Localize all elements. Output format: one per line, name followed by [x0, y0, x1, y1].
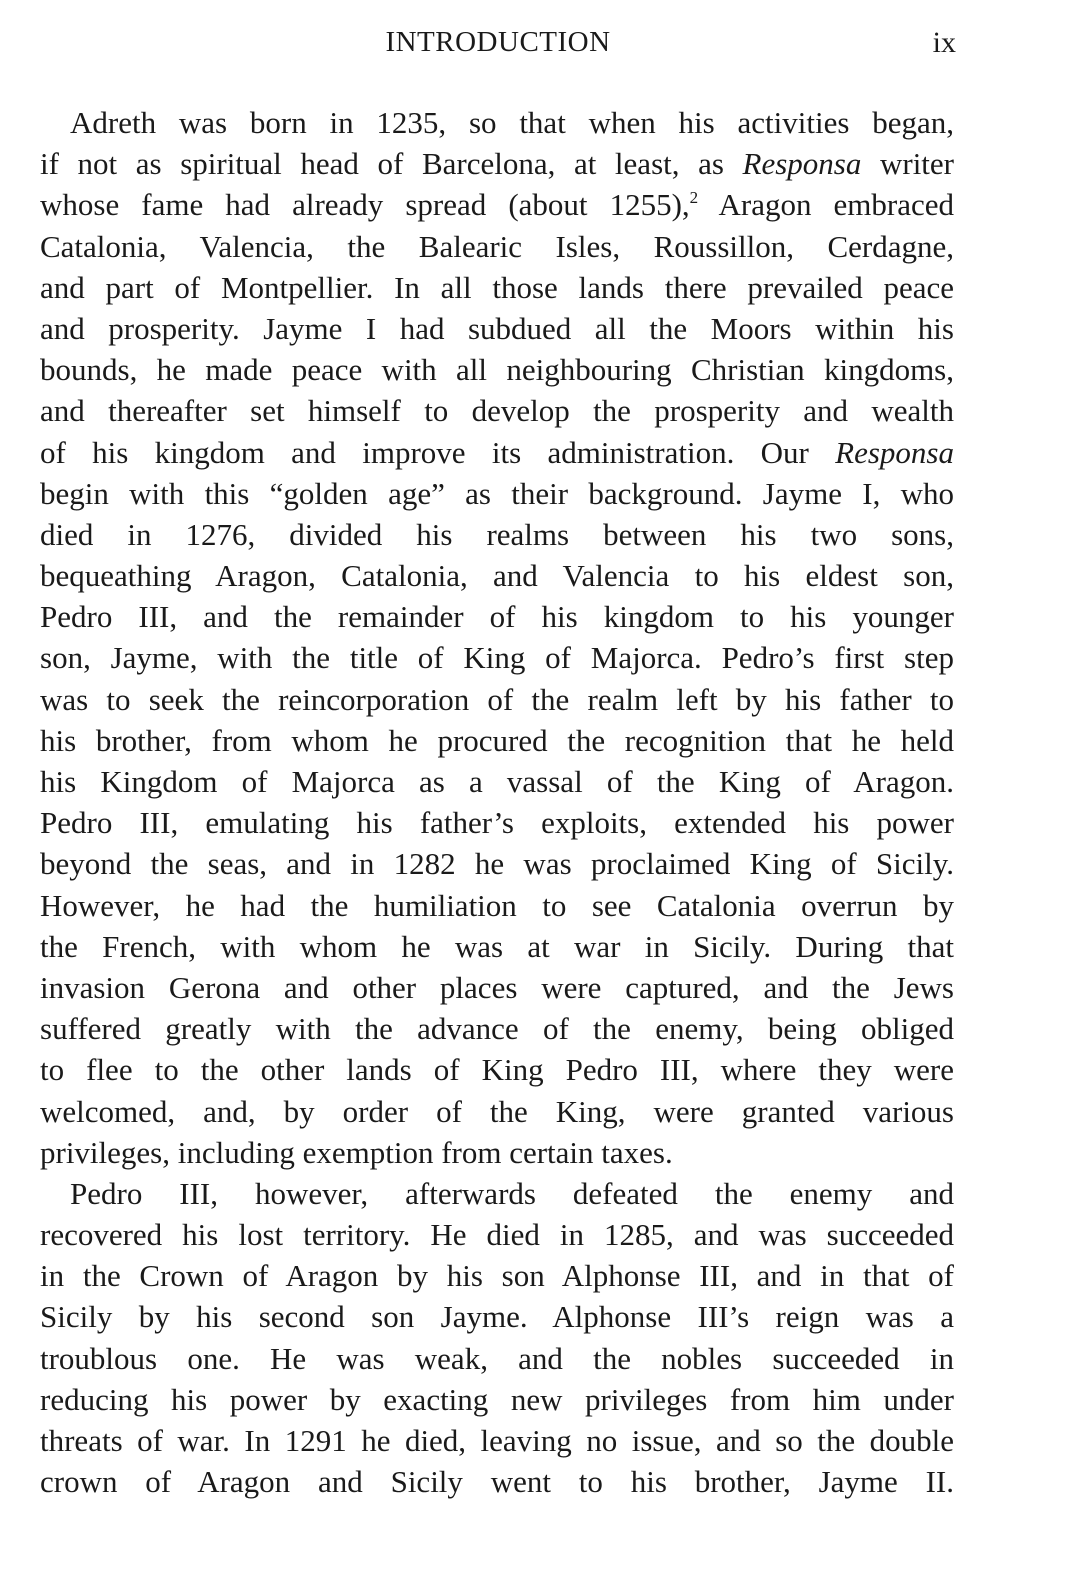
- text-line: his Kingdom of Majorca as a vassal of the King of Aragon.: [40, 764, 954, 799]
- text-line: invasion Gerona and other places were captured, and the Jews: [40, 969, 954, 1005]
- text-line: troublous one. He was weak, and the nobles succeeded in: [40, 1340, 954, 1376]
- body-text: [40, 102, 954, 1502]
- text-line: to flee to the other lands of King Pedro III, where they were: [40, 1052, 954, 1088]
- text-line: and prosperity. Jayme I had subdued all the Moors within his: [40, 310, 954, 346]
- text-line: was to seek the reincorporation of the realm left by his father to: [40, 681, 954, 717]
- text-line: privileges, including exemption from certain taxes.: [40, 1134, 673, 1170]
- text-line: recovered his lost territory. He died in 1285, and was succeeded: [40, 1217, 954, 1253]
- text-line: However, he had the humiliation to see Catalonia overrun by: [40, 887, 954, 923]
- footnote-marker: 2: [689, 188, 699, 208]
- text-line: Pedro III, and the remainder of his kingdom to his younger: [40, 599, 954, 635]
- text-line: Sicily by his second son Jayme. Alphonse III’s reign was a: [40, 1299, 954, 1335]
- text-line: [40, 184, 954, 225]
- text-line: begin with this “golden age” as their background. Jayme I, who: [40, 475, 954, 511]
- text-line: Catalonia, Valencia, the Balearic Isles, Roussillon, Cerdagne,: [40, 228, 954, 264]
- text-line: and part of Montpellier. In all those lands there prevailed peace: [40, 269, 954, 305]
- text-line: [40, 432, 954, 473]
- text-segment: if not as spiritual head of Barcelona, at least, as: [40, 146, 724, 182]
- text-line: Pedro III, however, afterwards defeated the enemy and: [70, 1175, 954, 1211]
- text-segment: Aragon embraced: [718, 187, 954, 223]
- text-line: Pedro III, emulating his father’s exploits, extended his power: [40, 805, 954, 841]
- italic-term: Responsa: [742, 146, 862, 182]
- page-header: [40, 26, 956, 70]
- paragraph-2: [40, 1173, 954, 1503]
- text-line: died in 1276, divided his realms between his two sons,: [40, 516, 954, 552]
- text-line: suffered greatly with the advance of the enemy, being obliged: [40, 1011, 954, 1047]
- text-line: threats of war. In 1291 he died, leaving no issue, and so the double: [40, 1423, 954, 1458]
- text-line: his brother, from whom he procured the recognition that he held: [40, 722, 954, 758]
- italic-term: Responsa: [835, 434, 954, 470]
- text-line: welcomed, and, by order of the King, were granted various: [40, 1093, 954, 1129]
- text-line: reducing his power by exacting new privileges from him under: [40, 1381, 954, 1417]
- text-line: and thereafter set himself to develop the prosperity and wealth: [40, 393, 954, 429]
- text-line: bounds, he made peace with all neighbouring Christian kingdoms,: [40, 352, 954, 388]
- text-segment: of his kingdom and improve its administration. Our: [40, 434, 809, 470]
- text-line: beyond the seas, and in 1282 he was proclaimed King of Sicily.: [40, 846, 954, 882]
- text-segment: whose fame had already spread (about 1255),: [40, 187, 690, 223]
- text-line: the French, with whom he was at war in Sicily. During that: [40, 928, 954, 964]
- page-number: ix: [932, 26, 956, 59]
- text-line: son, Jayme, with the title of King of Majorca. Pedro’s first step: [40, 640, 954, 676]
- text-segment: writer: [879, 146, 955, 182]
- text-line: Adreth was born in 1235, so that when his activities began,: [70, 105, 954, 140]
- text-line: [40, 143, 954, 184]
- running-head: INTRODUCTION: [385, 26, 611, 58]
- paragraph-1: [40, 102, 954, 1173]
- text-line: crown of Aragon and Sicily went to his brother, Jayme II.: [40, 1464, 954, 1500]
- text-line: bequeathing Aragon, Catalonia, and Valencia to his eldest son,: [40, 558, 954, 594]
- text-line: in the Crown of Aragon by his son Alphonse III, and in that of: [40, 1258, 954, 1294]
